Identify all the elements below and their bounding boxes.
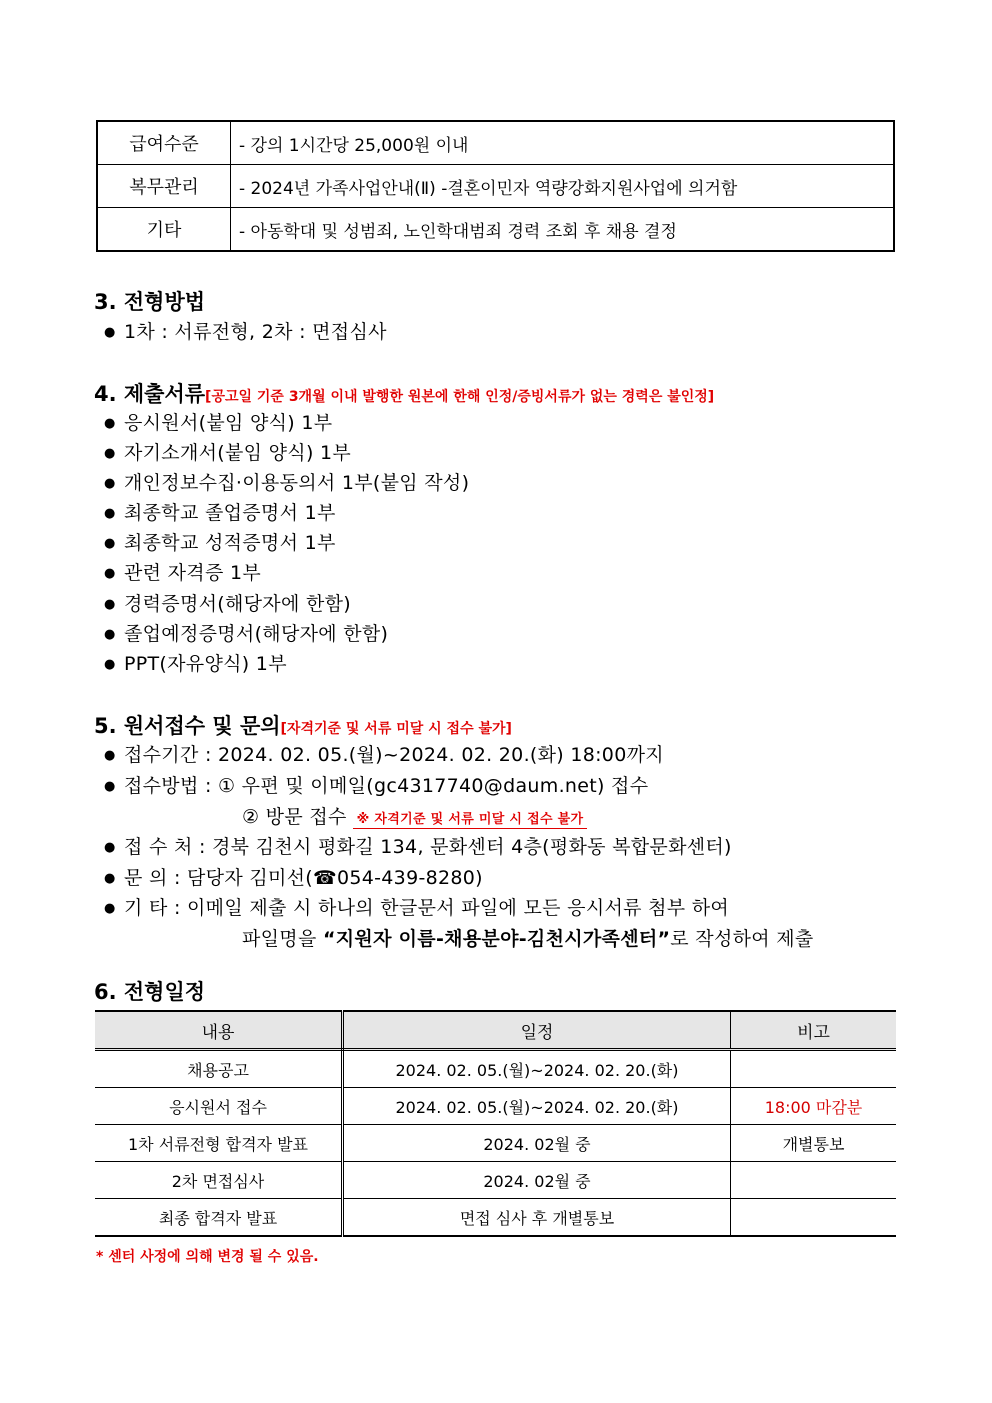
list-item-text: PPT(자유양식) 1부 [124, 653, 287, 675]
method-2 [242, 802, 587, 829]
list-item-text: 접수방법 : ① 우편 및 이메일(gc4317740@daum.net) 접수 [124, 775, 649, 797]
list-item-text: 졸업예정증명서(해당자에 한함) [124, 623, 389, 645]
section-4-title [94, 378, 714, 408]
bullet-icon: ● [104, 536, 116, 551]
list-item [104, 740, 664, 767]
list-item-text: 개인정보수집·이용동의서 1부(붙임 작성) [124, 472, 470, 494]
list-item-text: 경력증명서(해당자에 한함) [124, 593, 351, 615]
cell-content: 2차 면접심사 [95, 1162, 343, 1199]
section-6-title: 6. 전형일정 [94, 980, 206, 1004]
column-header: 내용 [95, 1011, 343, 1050]
table-row [95, 1162, 896, 1199]
section-note: [자격기준 및 서류 미달 시 접수 불가] [280, 721, 512, 737]
bullet-icon: ● [104, 597, 116, 612]
list-item [104, 468, 469, 495]
info-table [96, 120, 895, 252]
list-item-text: 1차 : 서류전형, 2차 : 면접심사 [124, 321, 387, 343]
cell-schedule: 2024. 02월 중 [343, 1125, 731, 1162]
method-note: ※ 자격기준 및 서류 미달 시 접수 불가 [353, 812, 588, 829]
bullet-icon: ● [104, 779, 116, 794]
list-item-text: 최종학교 졸업증명서 1부 [124, 502, 336, 524]
row-label: 복무관리 [97, 165, 231, 208]
bullet-icon: ● [104, 446, 116, 461]
table-row [95, 1088, 896, 1125]
bullet-icon: ● [104, 901, 116, 916]
bullet-icon: ● [104, 871, 116, 886]
list-item-text: ② 방문 접수 [242, 806, 347, 828]
cell-note [731, 1162, 897, 1199]
cell-schedule: 2024. 02. 05.(월)~2024. 02. 20.(화) [343, 1088, 731, 1125]
list-item [104, 771, 648, 798]
bullet-icon: ● [104, 416, 116, 431]
table-row [95, 1199, 896, 1237]
section-note: [공고일 기준 3개월 이내 발행한 원본에 한해 인정/증빙서류가 없는 경력은 불인정] [205, 389, 715, 405]
list-item [104, 649, 287, 676]
list-item [104, 589, 351, 616]
cell-content: 최종 합격자 발표 [95, 1199, 343, 1237]
list-item [104, 317, 387, 344]
cell-schedule: 2024. 02월 중 [343, 1162, 731, 1199]
list-item-text: 최종학교 성적증명서 1부 [124, 532, 336, 554]
list-item-text: 응시원서(붙임 양식) 1부 [124, 412, 333, 434]
list-item [104, 863, 483, 890]
filename-format: “지원자 이름-채용분야-김천시가족센터” [322, 928, 671, 950]
cell-schedule: 2024. 02. 05.(월)~2024. 02. 20.(화) [343, 1050, 731, 1088]
schedule-table [95, 1010, 896, 1237]
row-value: - 아동학대 및 성범죄, 노인학대범죄 경력 조회 후 채용 결정 [231, 208, 895, 252]
table-row [95, 1125, 896, 1162]
list-item [104, 558, 261, 585]
column-header: 비고 [731, 1011, 897, 1050]
bullet-icon: ● [104, 566, 116, 581]
etc-text: 파일명을 [242, 928, 323, 950]
cell-content: 응시원서 접수 [95, 1088, 343, 1125]
list-item [104, 408, 332, 435]
cell-note: 개별통보 [731, 1125, 897, 1162]
bullet-icon: ● [104, 325, 116, 340]
list-item [104, 528, 336, 555]
table-row [95, 1050, 896, 1088]
bullet-icon: ● [104, 506, 116, 521]
bullet-icon: ● [104, 476, 116, 491]
etc-text: 로 작성하여 제출 [670, 928, 814, 950]
list-item [104, 893, 729, 920]
cell-note [731, 1199, 897, 1237]
column-header: 일정 [343, 1011, 731, 1050]
section-title-text: 5. 원서접수 및 문의 [94, 714, 281, 738]
list-item-text: 기 타 : 이메일 제출 시 하나의 한글문서 파일에 모든 응시서류 첨부 하여 [124, 897, 730, 919]
list-item [104, 619, 388, 646]
list-item [104, 498, 336, 525]
table-row [97, 121, 894, 165]
section-3-title: 3. 전형방법 [94, 290, 206, 314]
footnote: * 센터 사정에 의해 변경 될 수 있음. [96, 1249, 319, 1265]
section-title-text: 4. 제출서류 [94, 382, 206, 406]
bullet-icon: ● [104, 748, 116, 763]
etc-continued [242, 924, 814, 951]
list-item-text: 문 의 : 담당자 김미선(☎054-439-8280) [124, 867, 483, 889]
row-label: 급여수준 [97, 121, 231, 165]
bullet-icon: ● [104, 840, 116, 855]
list-item-text: 관련 자격증 1부 [124, 562, 261, 584]
section-5-title [94, 710, 512, 740]
row-label: 기타 [97, 208, 231, 252]
cell-note [731, 1050, 897, 1088]
cell-content: 1차 서류전형 합격자 발표 [95, 1125, 343, 1162]
list-item [104, 832, 732, 859]
bullet-icon: ● [104, 627, 116, 642]
list-item-text: 접 수 처 : 경북 김천시 평화길 134, 문화센터 4층(평화동 복합문화센터) [124, 836, 732, 858]
table-row [97, 208, 894, 252]
table-row [97, 165, 894, 208]
row-value: - 강의 1시간당 25,000원 이내 [231, 121, 895, 165]
table-header-row [95, 1011, 896, 1050]
bullet-icon: ● [104, 657, 116, 672]
row-value: - 2024년 가족사업안내(Ⅱ) -결혼이민자 역량강화지원사업에 의거함 [231, 165, 895, 208]
cell-note: 18:00 마감분 [731, 1088, 897, 1125]
cell-content: 채용공고 [95, 1050, 343, 1088]
list-item-text: 접수기간 : 2024. 02. 05.(월)~2024. 02. 20.(화) 18:00까지 [124, 744, 664, 766]
list-item [104, 438, 351, 465]
list-item-text: 자기소개서(붙임 양식) 1부 [124, 442, 352, 464]
cell-schedule: 면접 심사 후 개별통보 [343, 1199, 731, 1237]
